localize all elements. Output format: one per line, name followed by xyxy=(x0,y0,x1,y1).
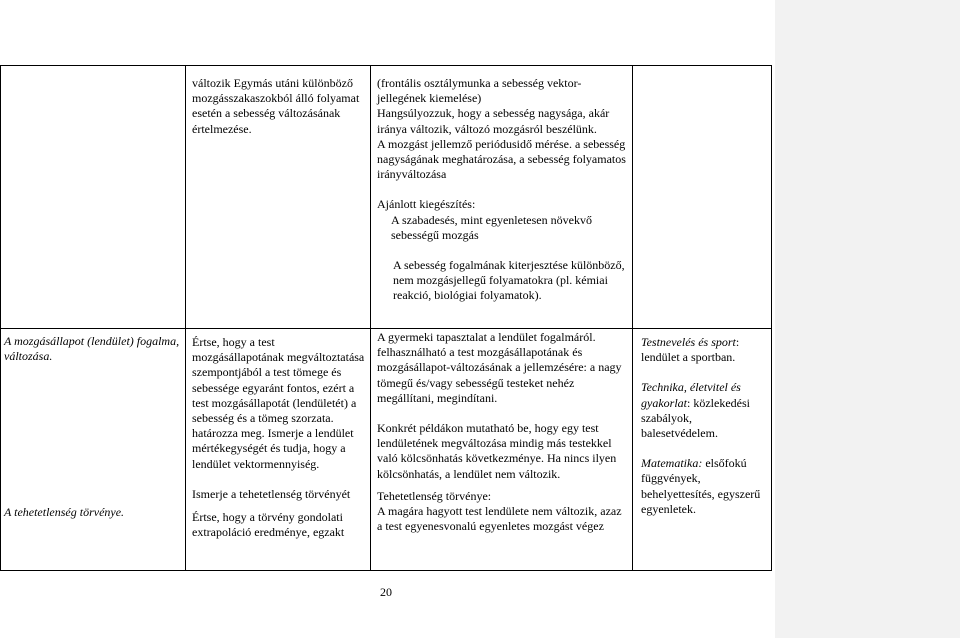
crosslink-math xyxy=(641,456,769,517)
bottom-col3-p3-body: A magára hagyott test lendülete nem változik, azaz a test egyenesvonalú egyenletes mozgást végez xyxy=(377,504,622,534)
crosslink-sport-text: : lendület a sportban. xyxy=(641,335,740,365)
top-col3-p4-title: Ajánlott kiegészítés: xyxy=(377,197,476,212)
table-row-divider xyxy=(0,328,772,329)
bottom-col3-p3-title: Tehetetlenség törvénye: xyxy=(377,488,492,503)
bottom-col2-p1: Értse, hogy a test mozgásállapotának megváltoztatása szempontjából a test tömege és sebessége egyaránt fontos, ezért a test mozgásállapotát (lendületét) a sebesség és a tömeg szorzata. határozza meg. Ismerje a lendület mértékegységét és tudja, hogy a lendület vektormennyiség. xyxy=(192,335,365,471)
top-col2-paragraph: változik Egymás utáni különböző mozgásszakaszokból álló folyamat esetén a sebesség változásának értelmezése. xyxy=(192,76,360,136)
top-col3-p4-body: A szabadesés, mint egyenletesen növekvő sebességű mozgás xyxy=(391,212,592,242)
table-border-right xyxy=(771,65,772,571)
table-border-top xyxy=(0,65,772,66)
bottom-col3-p1: A gyermeki tapasztalat a lendület fogalmáról. felhasználható a test mozgásállapotának és mozgásállapot-változásának a jellemzésére: a nagy tömegű és/vagy sebességű testeket nehéz megállítani, megindítani. xyxy=(377,330,622,405)
top-col3-p1: (frontális osztálymunka a sebesség vektor-jellegének kiemelése) xyxy=(377,76,582,106)
top-col3-text xyxy=(377,76,627,304)
table-divider-2 xyxy=(370,65,371,571)
topic-inertia: A tehetetlenség törvénye. xyxy=(4,505,125,519)
table-border-bottom xyxy=(0,570,772,571)
crosslink-sport-label: Testnevelés és sport xyxy=(641,335,736,349)
topic-momentum: A mozgásállapot (lendület) fogalma, változása. xyxy=(4,334,180,364)
bottom-col2-text xyxy=(192,335,365,540)
crosslink-math-label: Matematika: xyxy=(641,456,703,471)
bottom-col2-p2: Ismerje a tehetetlenség törvényét xyxy=(192,486,351,501)
table-divider-1 xyxy=(185,65,186,571)
crosslink-technology-label: Technika, életvitel és gyakorlat xyxy=(641,380,741,410)
page-number: 20 xyxy=(380,585,392,599)
crosslink-technology xyxy=(641,380,769,441)
top-col3-p2: Hangsúlyozzuk, hogy a sebesség nagysága, akár iránya változik, változó mozgásról beszélünk. xyxy=(377,106,610,136)
bottom-col3-p2: Konkrét példákon mutatható be, hogy egy test lendületének megváltozása mindig más testekkel való kölcsönhatás következménye. Ha nincs ilyen kölcsönhatás, a lendület nem változik. xyxy=(377,421,617,481)
top-col2-text xyxy=(192,76,364,137)
bottom-col1-item2 xyxy=(4,505,182,520)
table-divider-3 xyxy=(632,65,633,571)
side-panel xyxy=(775,0,960,638)
crosslink-math-text: elsőfokú függvények, behelyettesítés, egyszerű egyenletek. xyxy=(641,456,761,516)
top-col3-p3: A mozgást jellemző periódusidő mérése. a sebesség nagyságának meghatározása, a sebesség folyamatos irányváltozása xyxy=(377,136,626,182)
crosslink-sport xyxy=(641,335,769,365)
crosslink-technology-text: : közlekedési szabályok, balesetvédelem. xyxy=(641,395,750,441)
table-border-left xyxy=(0,65,1,571)
bottom-col3-text xyxy=(377,330,627,534)
bottom-col2-p3: Értse, hogy a törvény gondolati extrapoláció eredménye, egzakt xyxy=(192,510,345,540)
top-col3-p5: A sebesség fogalmának kiterjesztése különböző, nem mozgásjellegű folyamatokra (pl. kémiai reakció, biológiai folyamatok). xyxy=(393,258,625,303)
bottom-col4-text xyxy=(641,335,769,517)
bottom-col1-item1 xyxy=(4,334,182,364)
